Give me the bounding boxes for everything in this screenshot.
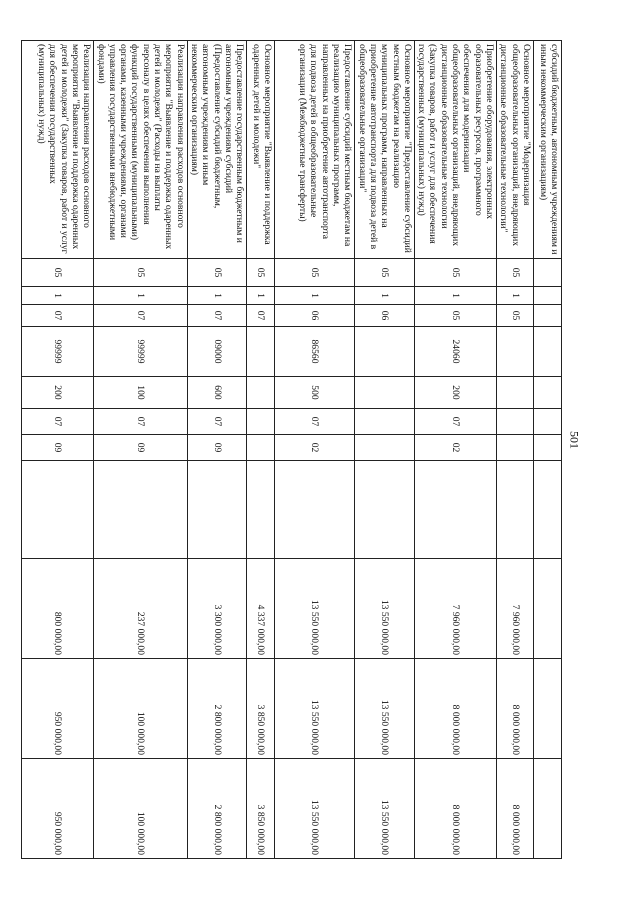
amount-year-3: 2 800 000,00 xyxy=(187,759,247,859)
amount-year-3 xyxy=(534,759,562,859)
direction-code xyxy=(497,327,534,377)
section-code: 07 xyxy=(22,409,94,435)
event-code: 06 xyxy=(275,305,355,327)
table-row xyxy=(534,41,562,859)
direction-code: 99999 xyxy=(94,327,188,377)
amount-year-1: 13 550 000,00 xyxy=(275,559,355,659)
event-code: 07 xyxy=(247,305,275,327)
subsection-code xyxy=(355,435,415,461)
expense-type-code: 500 xyxy=(275,377,355,409)
subprogram-code: 1 xyxy=(247,287,275,305)
program-code: 05 xyxy=(22,259,94,287)
event-code xyxy=(534,305,562,327)
budget-table xyxy=(21,40,562,859)
direction-code: 99999 xyxy=(22,327,94,377)
expense-type-code xyxy=(355,377,415,409)
amount-year-1: 800 000,00 xyxy=(22,559,94,659)
subprogram-code xyxy=(534,287,562,305)
amount-year-1: 7 960 000,00 xyxy=(497,559,534,659)
program-code: 05 xyxy=(414,259,496,287)
budget-table-rotated xyxy=(36,40,562,858)
amount-year-2: 13 550 000,00 xyxy=(275,659,355,759)
table-row xyxy=(497,41,534,859)
amount-year-2: 3 850 000,00 xyxy=(247,659,275,759)
amount-year-3: 100 000,00 xyxy=(94,759,188,859)
amount-year-2 xyxy=(534,659,562,759)
table-row xyxy=(94,41,188,859)
subsection-code: 02 xyxy=(275,435,355,461)
amount-year-1: 4 337 000,00 xyxy=(247,559,275,659)
event-code: 05 xyxy=(497,305,534,327)
direction-code: 24060 xyxy=(414,327,496,377)
subprogram-code: 1 xyxy=(187,287,247,305)
program-code: 05 xyxy=(247,259,275,287)
subprogram-code: 1 xyxy=(94,287,188,305)
budget-table-frame xyxy=(36,40,562,858)
amount-year-3: 8 000 000,00 xyxy=(497,759,534,859)
direction-code: 09000 xyxy=(187,327,247,377)
amount-year-2: 100 000,00 xyxy=(94,659,188,759)
extra-code xyxy=(187,461,247,559)
table-row xyxy=(355,41,415,859)
subprogram-code: 1 xyxy=(22,287,94,305)
expense-type-code xyxy=(247,377,275,409)
direction-code: 86560 xyxy=(275,327,355,377)
section-code: 07 xyxy=(94,409,188,435)
subprogram-code: 1 xyxy=(275,287,355,305)
expense-type-code: 100 xyxy=(94,377,188,409)
subsection-code: 09 xyxy=(187,435,247,461)
subprogram-code: 1 xyxy=(497,287,534,305)
direction-code xyxy=(534,327,562,377)
amount-year-1: 3 300 000,00 xyxy=(187,559,247,659)
extra-code xyxy=(497,461,534,559)
subsection-code: 09 xyxy=(22,435,94,461)
subsection-code: 09 xyxy=(94,435,188,461)
event-code: 07 xyxy=(187,305,247,327)
amount-year-1: 237 000,00 xyxy=(94,559,188,659)
event-code: 07 xyxy=(22,305,94,327)
direction-code xyxy=(247,327,275,377)
subsection-code xyxy=(534,435,562,461)
section-code xyxy=(497,409,534,435)
amount-year-2: 8 000 000,00 xyxy=(414,659,496,759)
amount-year-2: 2 800 000,00 xyxy=(187,659,247,759)
amount-year-3: 13 550 000,00 xyxy=(355,759,415,859)
program-code: 05 xyxy=(355,259,415,287)
amount-year-3: 13 550 000,00 xyxy=(275,759,355,859)
amount-year-2: 13 550 000,00 xyxy=(355,659,415,759)
extra-code xyxy=(94,461,188,559)
extra-code xyxy=(275,461,355,559)
row-name: Предоставление государственным бюджетным и автономным учреждениям субсидий (Предоставление субсидий бюджетным, автономным учреждениям и иным некоммерческим организациям) xyxy=(187,41,247,259)
direction-code xyxy=(355,327,415,377)
row-name: Реализация направления расходов основного мероприятия "Выявление и поддержка одаренных детей и молодежи" (Расходы на выплаты персоналу в целях обеспечения выполнения функций государственными (муниципальными) органами, казенными учреждениями, органами управления государственными внебюджетными фондами) xyxy=(94,41,188,259)
extra-code xyxy=(22,461,94,559)
event-code: 05 xyxy=(414,305,496,327)
table-row xyxy=(414,41,496,859)
extra-code xyxy=(247,461,275,559)
subsection-code xyxy=(497,435,534,461)
expense-type-code: 600 xyxy=(187,377,247,409)
row-name: Основное мероприятие "Выявление и поддержка одаренных детей и молодежи" xyxy=(247,41,275,259)
section-code xyxy=(355,409,415,435)
subprogram-code: 1 xyxy=(355,287,415,305)
subsection-code: 02 xyxy=(414,435,496,461)
subsection-code xyxy=(247,435,275,461)
program-code: 05 xyxy=(497,259,534,287)
amount-year-2: 950 000,00 xyxy=(22,659,94,759)
row-name: субсидий бюджетным, автономным учреждениям и иным некоммерческим организациям) xyxy=(534,41,562,259)
program-code: 05 xyxy=(94,259,188,287)
program-code xyxy=(534,259,562,287)
expense-type-code: 200 xyxy=(22,377,94,409)
row-name: Реализация направления расходов основного мероприятия "Выявление и поддержка одаренных детей и молодежи" (Закупка товаров, работ и услуг для обеспечения государственных (муниципальных) нужд) xyxy=(22,41,94,259)
table-row xyxy=(187,41,247,859)
program-code: 05 xyxy=(275,259,355,287)
row-name: Основное мероприятие "Модернизация общеобразовательных организаций, внедряющих дистанционные образовательные технологии" xyxy=(497,41,534,259)
extra-code xyxy=(355,461,415,559)
expense-type-code xyxy=(534,377,562,409)
amount-year-3: 8 000 000,00 xyxy=(414,759,496,859)
row-name: Основное мероприятие "Предоставление субсидий местным бюджетам на реализацию муниципальных программ, направленных на приобретение автотранспорта для подвоза детей в общеобразовательные организации" xyxy=(355,41,415,259)
section-code: 07 xyxy=(414,409,496,435)
amount-year-3: 3 850 000,00 xyxy=(247,759,275,859)
amount-year-1: 7 960 000,00 xyxy=(414,559,496,659)
event-code: 06 xyxy=(355,305,415,327)
section-code xyxy=(247,409,275,435)
row-name: Предоставление субсидий местным бюджетам на реализацию муниципальных программ, направленных на приобретение автотранспорта для подвоза детей в общеобразовательные организации (Межбюджетные трансферты) xyxy=(275,41,355,259)
page-number: 501 xyxy=(567,431,582,449)
extra-code xyxy=(414,461,496,559)
row-name: Приобретение оборудования, электронных образовательных ресурсов, программного обеспечения для модернизации общеобразовательных организаций, внедряющих дистанционные образовательные технологии (Закупка товаров, работ и услуг для обеспечения государственных (муниципальных) нужд) xyxy=(414,41,496,259)
amount-year-1: 13 550 000,00 xyxy=(355,559,415,659)
amount-year-3: 950 000,00 xyxy=(22,759,94,859)
expense-type-code: 200 xyxy=(414,377,496,409)
amount-year-1 xyxy=(534,559,562,659)
expense-type-code xyxy=(497,377,534,409)
event-code: 07 xyxy=(94,305,188,327)
table-row xyxy=(22,41,94,859)
extra-code xyxy=(534,461,562,559)
table-row xyxy=(275,41,355,859)
subprogram-code: 1 xyxy=(414,287,496,305)
section-code: 07 xyxy=(275,409,355,435)
amount-year-2: 8 000 000,00 xyxy=(497,659,534,759)
section-code: 07 xyxy=(187,409,247,435)
program-code: 05 xyxy=(187,259,247,287)
section-code xyxy=(534,409,562,435)
table-row xyxy=(247,41,275,859)
